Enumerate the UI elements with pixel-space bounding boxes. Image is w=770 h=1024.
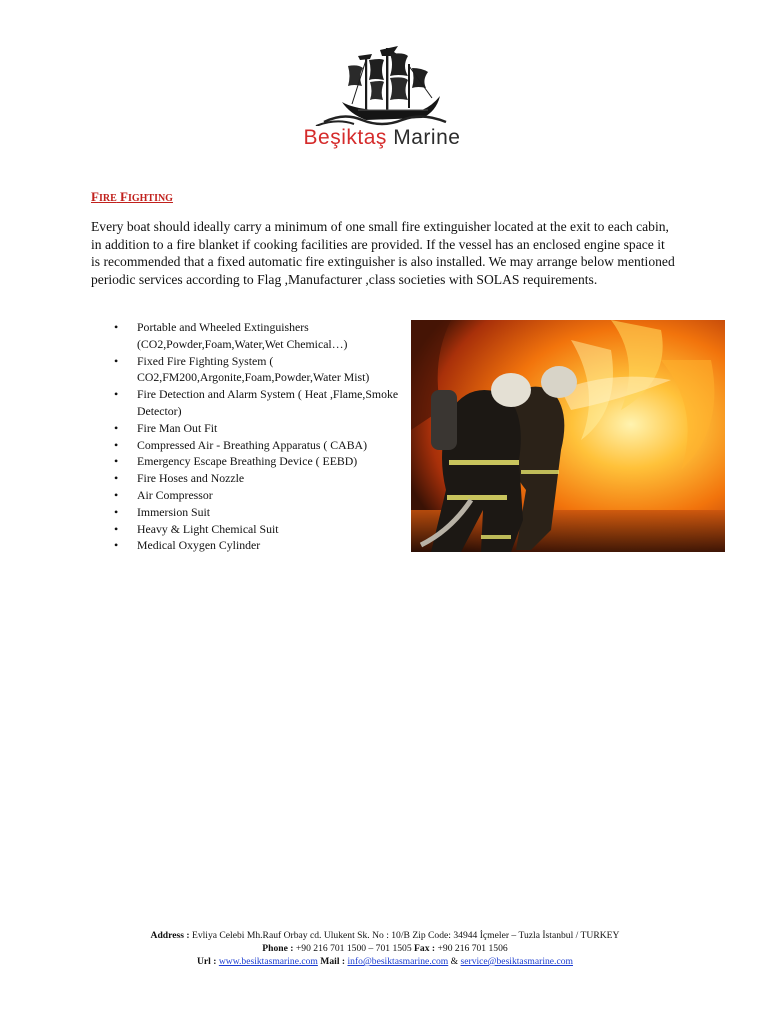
brand-name-part2: Marine	[393, 126, 461, 149]
service-item: • Air Compressor	[113, 487, 403, 504]
firefighter-illustration	[411, 320, 725, 552]
service-item: • Heavy & Light Chemical Suit	[113, 521, 403, 538]
footer-phone-line	[60, 942, 710, 955]
services-list	[113, 319, 403, 554]
website-link[interactable]: www.besiktasmarine.com	[218, 956, 318, 967]
phone-label: Phone :	[262, 943, 294, 954]
service-item: • Emergency Escape Breathing Device ( EEBD)	[113, 453, 403, 470]
brand-name-part1: Beşiktaş	[303, 126, 387, 149]
title-rest-2: IGHTING	[127, 193, 173, 204]
page-title	[91, 189, 173, 205]
phone-value: +90 216 701 1500 – 701 1505	[295, 943, 412, 954]
brand-name	[262, 126, 502, 150]
title-rest-1: IRE	[98, 193, 117, 204]
address-label: Address :	[150, 930, 190, 941]
title-initial-2: F	[120, 189, 128, 204]
contact-footer	[60, 929, 710, 968]
address-value: Evliya Celebi Mh.Rauf Orbay cd. Ulukent Sk. No : 10/B Zip Code: 34944 İçmeler – Tuzla İstanbul / TURKEY	[191, 930, 620, 941]
firefighter-photo	[411, 320, 725, 552]
service-item: • Portable and Wheeled Extinguishers (CO2,Powder,Foam,Water,Wet Chemical…)	[113, 319, 403, 353]
service-email-link[interactable]: service@besiktasmarine.com	[460, 956, 573, 967]
footer-address-line	[60, 929, 710, 942]
service-item: • Medical Oxygen Cylinder	[113, 537, 403, 554]
footer-web-line	[60, 955, 710, 968]
service-item: • Fire Man Out Fit	[113, 420, 403, 437]
fax-value: +90 216 701 1506	[437, 943, 508, 954]
service-item: • Fire Hoses and Nozzle	[113, 470, 403, 487]
company-logo	[262, 42, 502, 157]
info-email-link[interactable]: info@besiktasmarine.com	[347, 956, 449, 967]
service-item: • Fixed Fire Fighting System ( CO2,FM200,Argonite,Foam,Powder,Water Mist)	[113, 353, 403, 387]
service-item: • Compressed Air - Breathing Apparatus ( CABA)	[113, 437, 403, 454]
mail-label: Mail :	[320, 956, 346, 967]
service-item: • Immersion Suit	[113, 504, 403, 521]
ship-logo-icon	[262, 42, 502, 126]
title-initial-1: F	[91, 189, 99, 204]
fax-label: Fax :	[414, 943, 436, 954]
url-label: Url :	[197, 956, 217, 967]
ampersand: &	[450, 956, 459, 967]
intro-paragraph: Every boat should ideally carry a minimum of one small fire extinguisher located at the exit to each cabin, in addition to a fire blanket if cooking facilities are provided. If the vessel has an enclosed engine space it is recommended that a fixed automatic fire extinguisher is also installed. We may arrange below mentioned periodic services according to Flag ,Manufacturer ,class societies with SOLAS requirements.	[91, 219, 675, 287]
service-item: • Fire Detection and Alarm System ( Heat ,Flame,Smoke Detector)	[113, 386, 403, 420]
